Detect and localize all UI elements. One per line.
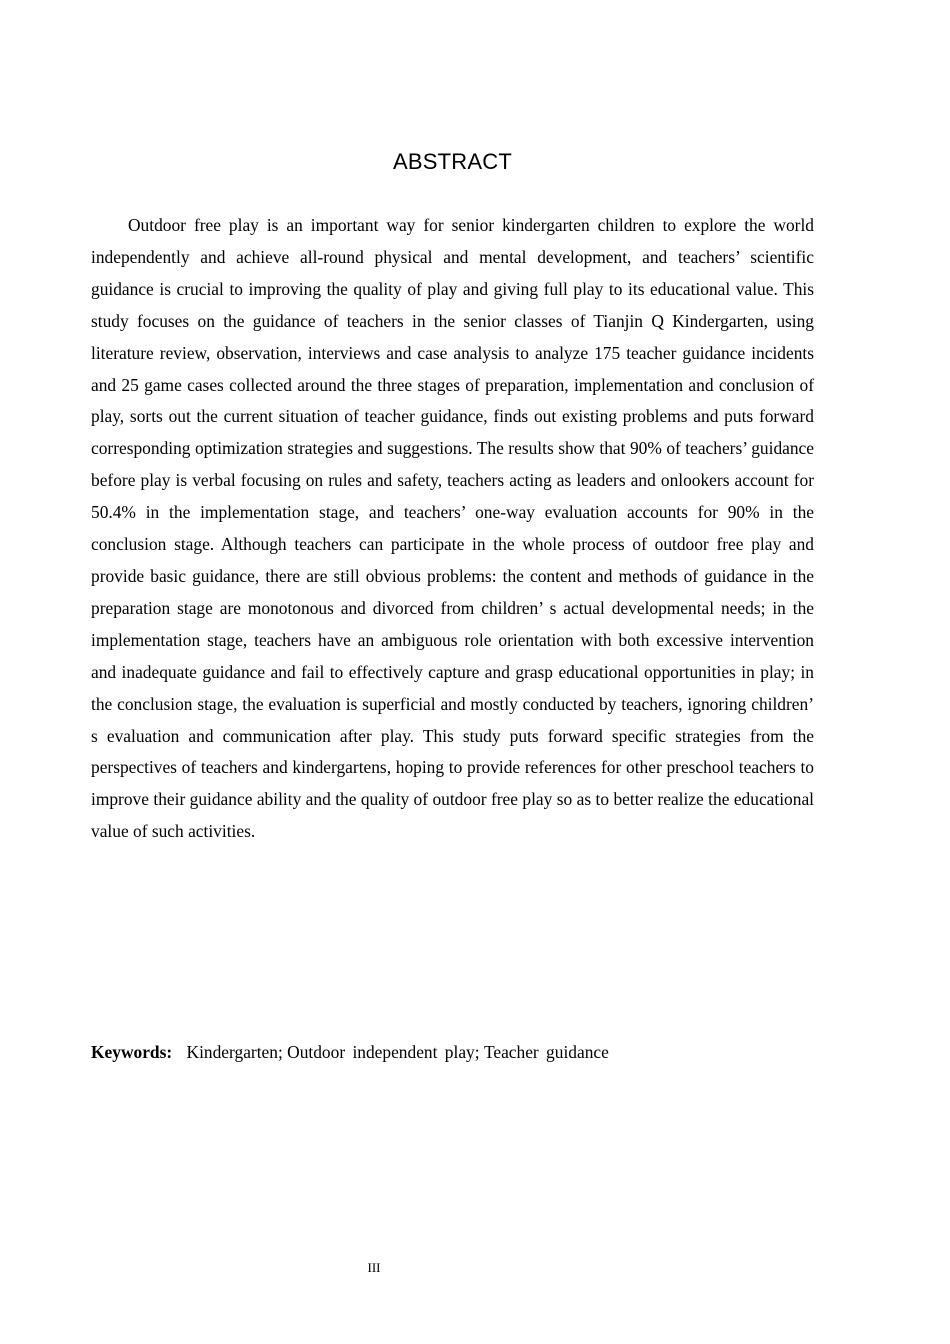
keywords-label: Keywords: — [91, 1042, 173, 1062]
keyword-item: Outdoor independent play; — [287, 1042, 480, 1062]
keyword-item: Teacher guidance — [483, 1042, 609, 1062]
keywords-line — [91, 1036, 814, 1068]
abstract-title: ABSTRACT — [393, 149, 512, 174]
keyword-item: Kindergarten; — [186, 1042, 283, 1062]
abstract-paragraph: Outdoor free play is an important way for senior kindergarten children to explore the world independently and achieve all-round physical and mental development, and teachers’ scientific guidance is crucial to improving the quality of play and giving full play to its educational value. This study focuses on the guidance of teachers in the senior classes of Tianjin Q Kindergarten, using literature review, observation, interviews and case analysis to analyze 175 teacher guidance incidents and 25 game cases collected around the three stages of preparation, implementation and conclusion of play, sorts out the current situation of teacher guidance, finds out existing problems and puts forward corresponding optimization strategies and suggestions. The results show that 90% of teachers’ guidance before play is verbal focusing on rules and safety, teachers acting as leaders and onlookers account for 50.4% in the implementation stage, and teachers’ one-way evaluation accounts for 90% in the conclusion stage. Although teachers can participate in the whole process of outdoor free play and provide basic guidance, there are still obvious problems: the content and methods of guidance in the preparation stage are monotonous and divorced from children’ s actual developmental needs; in the implementation stage, teachers have an ambiguous role orientation with both excessive intervention and inadequate guidance and fail to effectively capture and grasp educational opportunities in play; in the conclusion stage, the evaluation is superficial and mostly conducted by teachers, ignoring children’ s evaluation and communication after play. This study puts forward specific strategies from the perspectives of teachers and kindergartens, hoping to provide references for other preschool teachers to improve their guidance ability and the quality of outdoor free play so as to better realize the educational value of such activities. — [91, 215, 814, 842]
page-number: III — [367, 1260, 381, 1275]
